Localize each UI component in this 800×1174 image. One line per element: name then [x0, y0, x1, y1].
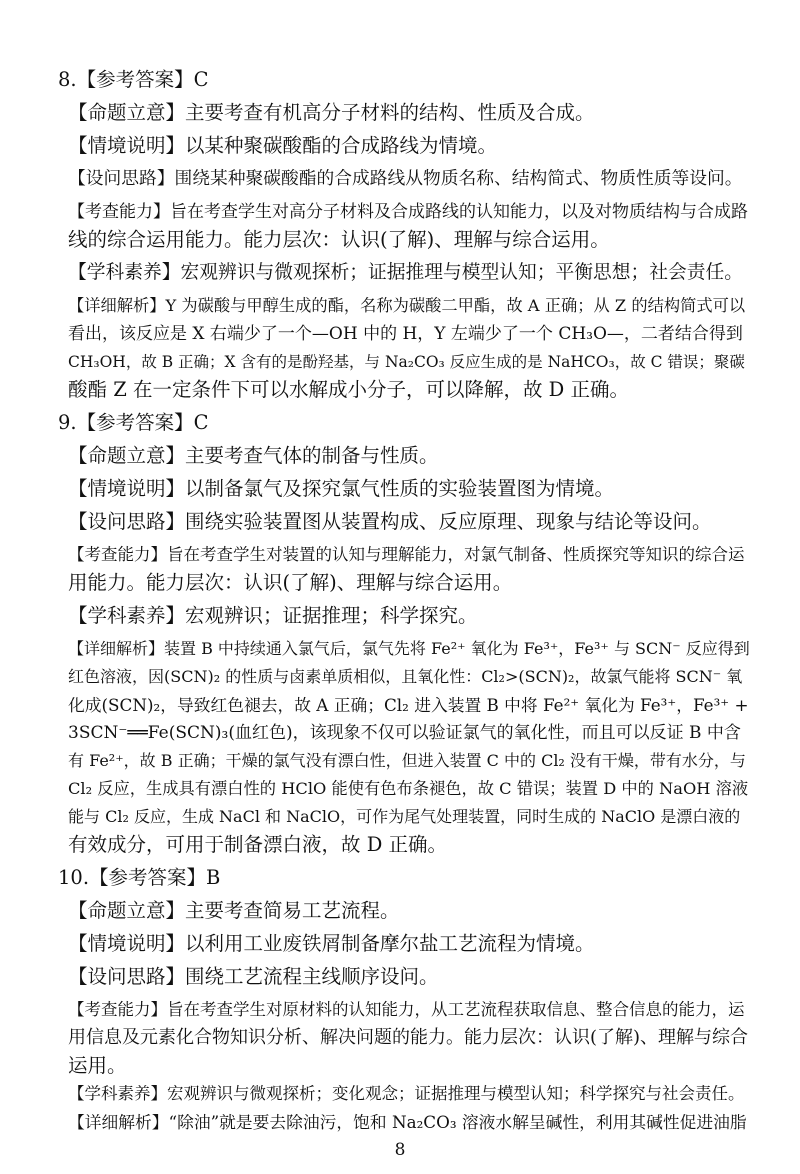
q8-literacy: 【学科素养】宏观辨识与微观探析；证据推理与模型认知；平衡思想；社会责任。: [68, 262, 743, 283]
q10-literacy: 【学科素养】宏观辨识与微观探析；变化观念；证据推理与模型认知；科学探究与社会责任。: [68, 1084, 745, 1103]
q10-answer-heading: 10.【参考答案】B: [58, 866, 221, 889]
q9-analysis-cont: 3SCN⁻══Fe(SCN)₃(血红色)，该现象不仅可以验证氯气的氧化性，而且可以反证 B 中含: [68, 723, 741, 743]
q10-ability-cont: 用信息及元素化合物知识分析、解决问题的能力。能力层次：认识(了解)、理解与综合: [68, 1027, 749, 1048]
q9-ability: 【考查能力】旨在考查学生对装置的认知与理解能力，对氯气制备、性质探究等知识的综合运: [68, 545, 745, 564]
q9-analysis: 【详细解析】装置 B 中持续通入氯气后，氯气先将 Fe²⁺ 氧化为 Fe³⁺，Fe³⁺ 与 SCN⁻ 反应得到: [68, 639, 750, 658]
q9-analysis-cont: Cl₂ 反应，生成具有漂白性的 HClO 能使有色布条褪色，故 C 错误；装置 D 中的 NaOH 溶液: [68, 779, 749, 798]
q9-purpose: 【命题立意】主要考查气体的制备与性质。: [68, 444, 439, 467]
q9-answer-heading: 9.【参考答案】C: [58, 411, 209, 434]
q8-question-design: 【设问思路】围绕某种聚碳酸酯的合成路线从物质名称、结构简式、物质性质等设问。: [68, 169, 743, 189]
q8-context: 【情境说明】以某种聚碳酸酯的合成路线为情境。: [68, 134, 498, 157]
q8-analysis-cont: CH₃OH，故 B 正确；X 含有的是酚羟基，与 Na₂CO₃ 反应生成的是 NaHCO₃，故 C 错误；聚碳: [68, 353, 745, 371]
q9-analysis-cont: 有 Fe²⁺，故 B 正确；干燥的氯气没有漂白性，但进入装置 C 中的 Cl₂ 没有干燥，带有水分，与: [68, 751, 746, 770]
q9-ability-cont: 用能力。能力层次：认识(了解)、理解与综合运用。: [68, 571, 513, 594]
q9-analysis-cont: 能与 Cl₂ 反应，生成 NaCl 和 NaClO，可作为尾气处理装置，同时生成的 NaClO 是漂白液的: [68, 807, 741, 826]
q8-purpose: 【命题立意】主要考查有机高分子材料的结构、性质及合成。: [68, 101, 595, 124]
q10-ability: 【考查能力】旨在考查学生对原材料的认知能力，从工艺流程获取信息、整合信息的能力，运: [68, 1000, 745, 1019]
q10-ability-cont: 运用。: [68, 1054, 127, 1077]
q8-analysis: 【详细解析】Y 为碳酸与甲醇生成的酯，名称为碳酸二甲酯，故 A 正确；从 Z 的结构简式可以: [68, 296, 746, 315]
q10-context: 【情境说明】以利用工业废铁屑制备摩尔盐工艺流程为情境。: [68, 932, 595, 955]
q8-analysis-cont: 酸酯 Z 在一定条件下可以水解成小分子，可以降解，故 D 正确。: [68, 378, 629, 401]
q10-question-design: 【设问思路】围绕工艺流程主线顺序设问。: [68, 965, 439, 988]
page-number: 8: [394, 1140, 406, 1160]
q10-analysis: 【详细解析】“除油”就是要去除油污，饱和 Na₂CO₃ 溶液水解呈碱性，利用其碱性促进油脂: [68, 1112, 747, 1132]
q10-purpose: 【命题立意】主要考查简易工艺流程。: [68, 899, 400, 922]
q8-ability-cont: 线的综合运用能力。能力层次：认识(了解)、理解与综合运用。: [68, 228, 610, 251]
q8-answer-heading: 8.【参考答案】C: [58, 68, 209, 91]
q8-ability: 【考查能力】旨在考查学生对高分子材料及合成路线的认知能力，以及对物质结构与合成路: [68, 202, 748, 222]
q9-analysis-cont: 红色溶液，因(SCN)₂ 的性质与卤素单质相似，且氧化性：Cl₂>(SCN)₂，故氯气能将 SCN⁻ 氧: [68, 667, 743, 686]
q9-analysis-cont: 有效成分，可用于制备漂白液，故 D 正确。: [68, 833, 448, 856]
q9-context: 【情境说明】以制备氯气及探究氯气性质的实验装置图为情境。: [68, 477, 615, 500]
q8-analysis-cont: 看出，该反应是 X 右端少了一个—OH 中的 H，Y 左端少了一个 CH₃O—，二者结合得到: [68, 324, 743, 344]
q9-question-design: 【设问思路】围绕实验装置图从装置构成、反应原理、现象与结论等设问。: [68, 510, 712, 533]
q9-literacy: 【学科素养】宏观辨识；证据推理；科学探究。: [68, 604, 478, 627]
q9-analysis-cont: 化成(SCN)₂，导致红色褪去，故 A 正确；Cl₂ 进入装置 B 中将 Fe²⁺ 氧化为 Fe³⁺，Fe³⁺ +: [68, 695, 749, 715]
